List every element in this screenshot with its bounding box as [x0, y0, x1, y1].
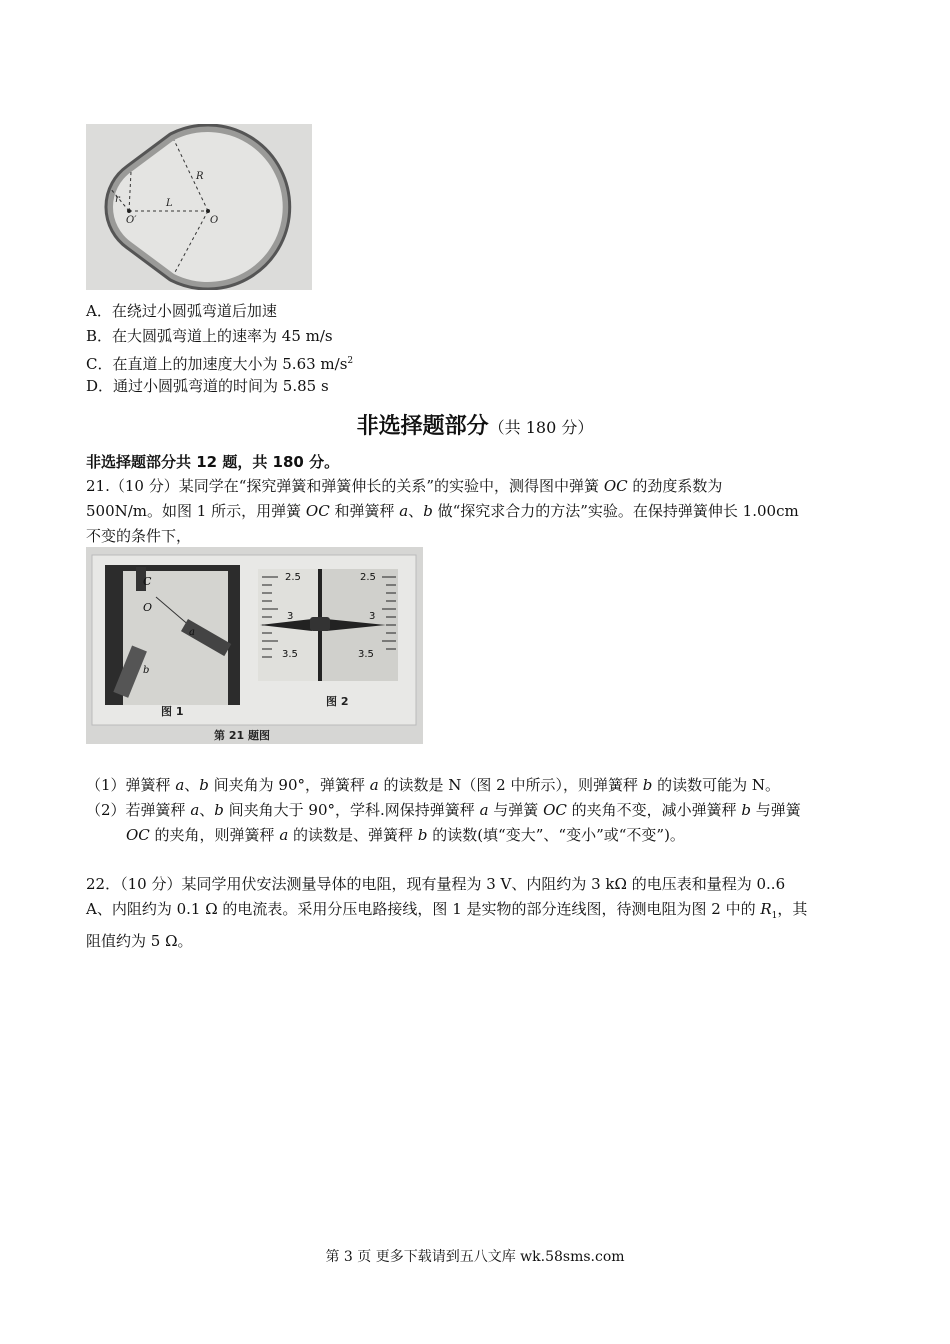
spring-scale-photo — [86, 547, 423, 744]
q22-line3: 阻值约为 5 Ω。 — [86, 932, 193, 950]
tick-label: 2.5 — [285, 572, 301, 583]
option-letter: B． — [86, 327, 113, 345]
page-footer: 第 3 页 更多下载请到五八文库 wk.58sms.com — [325, 1249, 625, 1265]
photo-fig1-label: 图 1 — [161, 705, 184, 718]
photo-label-C: C — [143, 575, 152, 588]
track-figure — [86, 124, 312, 290]
tick-label: 3 — [287, 611, 294, 622]
q21-sub2-line2: OC 的夹角，则弹簧秤 a 的读数是、弹簧秤 b 的读数(填“变大”、“变小”或“不变”)。 — [126, 826, 685, 844]
tick-label: 3 — [369, 611, 376, 622]
section-title: 非选择题部分 — [356, 414, 489, 439]
option-letter: D． — [86, 377, 114, 395]
tick-label: 3.5 — [358, 649, 374, 660]
label-O-prime: O′ — [126, 215, 137, 226]
photo-caption: 第 21 题图 — [214, 729, 270, 742]
option-letter: C． — [86, 355, 113, 373]
option-superscript: 2 — [347, 356, 354, 366]
question-21-photo — [86, 547, 423, 744]
label-R: R — [196, 171, 204, 182]
tick-label: 3.5 — [282, 649, 298, 660]
section-subtitle: （共 180 分） — [488, 418, 594, 437]
option-letter: A． — [86, 302, 112, 320]
option-b — [86, 326, 333, 346]
tick-label: 2.5 — [360, 572, 376, 583]
q22-line1: 22．（10 分）某同学用伏安法测量导体的电阻，现有量程为 3 V、内阻约为 3 kΩ 的电压表和量程为 0..6 — [86, 875, 786, 893]
q21-line2: 500N/m。如图 1 所示，用弹簧 OC 和弹簧秤 a、b 做“探究求合力的方法”实验。在保持弹簧伸长 1.00cm — [86, 502, 799, 520]
option-d — [86, 376, 329, 396]
photo-label-a: a — [189, 627, 195, 638]
q22-line2: A、内阻约为 0.1 Ω 的电流表。采用分压电路接线，图 1 是实物的部分连线图，待测电阻为图 2 中的 $R_1$，其 — [86, 900, 808, 921]
photo-label-O: O — [143, 601, 153, 614]
label-O: O — [210, 215, 219, 226]
label-r: r — [115, 194, 120, 205]
option-text: 在绕过小圆弧弯道后加速 — [111, 302, 277, 320]
label-L: L — [166, 198, 173, 209]
q21-line3: 不变的条件下， — [86, 527, 192, 545]
q21-line1: 21.（10 分）某同学在“探究弹簧和弹簧伸长的关系”的实验中，测得图中弹簧 OC 的劲度系数为 — [86, 477, 723, 495]
q21-sub1: （1）弹簧秤 a、b 间夹角为 90°，弹簧秤 a 的读数是 N（图 2 中所示），则弹簧秤 b 的读数可能为 N。 — [86, 776, 781, 794]
q21-sub2-line1: （2）若弹簧秤 a、b 间夹角大于 90°，学科.网保持弹簧秤 a 与弹簧 OC 的夹角不变，减小弹簧秤 b 与弹簧 — [86, 801, 801, 819]
track-diagram — [86, 124, 312, 290]
photo-label-b: b — [143, 665, 150, 676]
option-text: 在大圆弧弯道上的速率为 45 m/s — [112, 327, 333, 345]
option-c — [86, 351, 353, 374]
photo-fig2-label: 图 2 — [326, 695, 349, 708]
section-heading — [0, 409, 950, 440]
option-text: 通过小圆弧弯道的时间为 5.85 s — [113, 377, 329, 395]
question-21-stem — [86, 474, 866, 549]
option-a — [86, 301, 277, 321]
section-note: 非选择题部分共 12 题，共 180 分。 — [86, 453, 340, 471]
question-22 — [86, 872, 866, 954]
option-text: 在直道上的加速度大小为 5.63 m/s — [112, 355, 348, 373]
